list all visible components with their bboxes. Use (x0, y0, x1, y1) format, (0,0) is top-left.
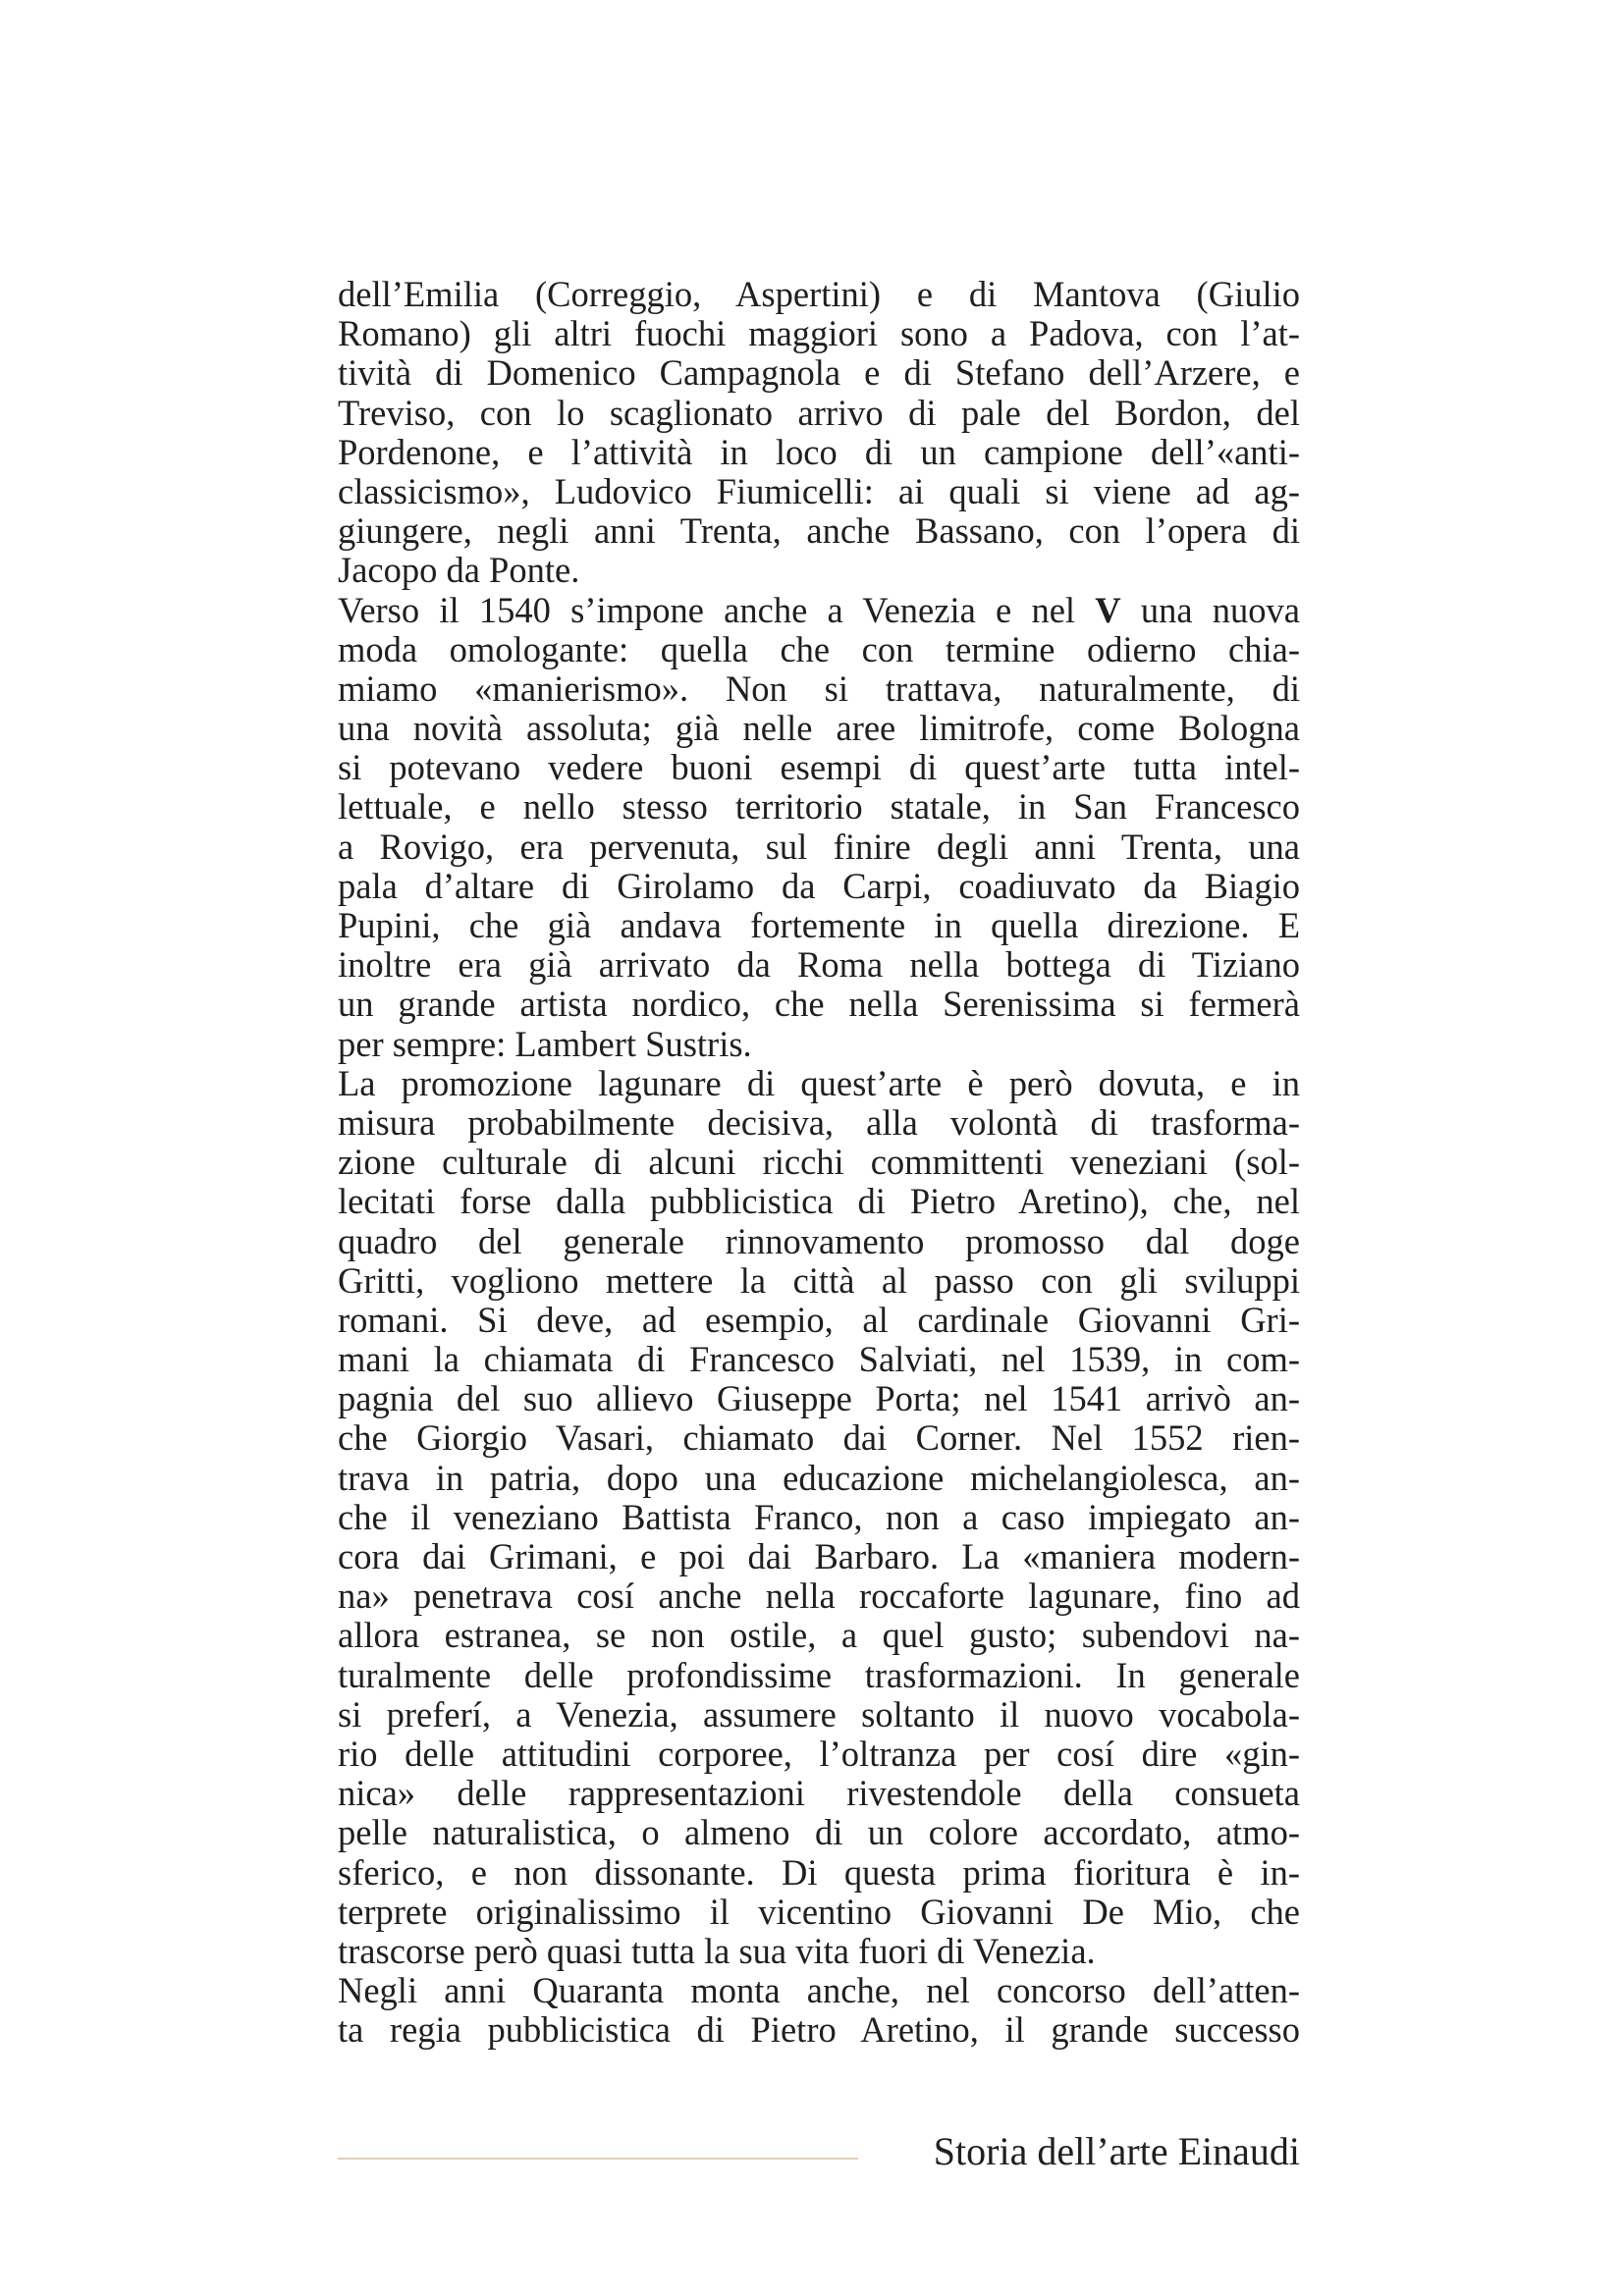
text-line: Treviso, con lo scaglionato arrivo di pale del Bordon, del (338, 392, 1300, 433)
text-line: rio delle attitudini corporee, l’oltranza per cosí dire «gin- (338, 1733, 1300, 1774)
text-line: un grande artista nordico, che nella Serenissima si fermerà (338, 984, 1300, 1025)
footer-series-title: Storia dell’arte Einaudi (933, 2129, 1300, 2173)
text-line: allora estranea, se non ostile, a quel gusto; subendovi na- (338, 1615, 1300, 1656)
text-line: che il veneziano Battista Franco, non a caso impiegato an- (338, 1496, 1300, 1537)
text-line: si preferí, a Venezia, assumere soltanto il nuovo vocabola- (338, 1693, 1300, 1735)
text-line: sferico, e non dissonante. Di questa prima fioritura è in- (338, 1851, 1300, 1893)
text-line: pala d’altare di Girolamo da Carpi, coadiuvato da Biagio (338, 865, 1300, 906)
text-line: inoltre era già arrivato da Roma nella bottega di Tiziano (338, 944, 1300, 986)
text-line: mani la chiamata di Francesco Salviati, nel 1539, in com- (338, 1339, 1300, 1380)
text-line (338, 591, 1300, 630)
text-line: pelle naturalistica, o almeno di un colore accordato, atmo- (338, 1812, 1300, 1853)
text-line: ta regia pubblicistica di Pietro Aretino, il grande successo (338, 2009, 1300, 2051)
text-fragment: una nuova (1120, 589, 1301, 630)
text-line: dell’Emilia (Correggio, Aspertini) e di Mantova (Giulio (338, 274, 1300, 314)
volume-reference: V (1095, 589, 1121, 630)
text-line: trascorse però quasi tutta la sua vita fuori di Venezia. (338, 1930, 1096, 1971)
text-line: tività di Domenico Campagnola e di Stefano dell’Arzere, e (338, 352, 1300, 394)
text-line: terprete originalissimo il vicentino Giovanni De Mio, che (338, 1891, 1300, 1932)
text-line: Pordenone, e l’attività in loco di un campione dell’«anti- (338, 431, 1300, 472)
text-line: lecitati forse dalla pubblicistica di Pietro Aretino), che, nel (338, 1181, 1300, 1222)
text-line: Pupini, che già andava fortemente in quella direzione. E (338, 905, 1300, 945)
text-line: una novità assoluta; già nelle aree limitrofe, come Bologna (338, 708, 1300, 749)
text-line: a Rovigo, era pervenuta, sul finire degli anni Trenta, una (338, 826, 1300, 867)
text-line: La promozione lagunare di quest’arte è però dovuta, e in (338, 1062, 1300, 1103)
text-line: cora dai Grimani, e poi dai Barbaro. La «maniera modern- (338, 1536, 1300, 1576)
text-line: na» penetrava cosí anche nella roccaforte lagunare, fino ad (338, 1575, 1300, 1617)
text-line: trava in patria, dopo una educazione michelangiolesca, an- (338, 1457, 1300, 1498)
body-text (338, 275, 1300, 2050)
paragraph (338, 591, 1300, 1064)
text-line: zione culturale di alcuni ricchi committenti veneziani (sol- (338, 1142, 1300, 1183)
text-line: per sempre: Lambert Sustris. (338, 1023, 752, 1064)
text-line: lettuale, e nello stesso territorio statale, in San Francesco (338, 786, 1300, 828)
text-line: che Giorgio Vasari, chiamato dai Corner. Nel 1552 rien- (338, 1417, 1300, 1459)
text-fragment: Verso il 1540 s’impone anche a Venezia e nel (338, 589, 1096, 630)
text-line: miamo «manierismo». Non si trattava, naturalmente, di (338, 667, 1300, 709)
text-line: quadro del generale rinnovamento promosso dal doge (338, 1220, 1300, 1261)
text-line: classicismo», Ludovico Fiumicelli: ai quali si viene ad ag- (338, 470, 1300, 511)
text-line: Gritti, vogliono mettere la città al passo con gli sviluppi (338, 1259, 1300, 1301)
text-line: pagnia del suo allievo Giuseppe Porta; nel 1541 arrivò an- (338, 1378, 1300, 1419)
text-line: Jacopo da Ponte. (338, 550, 580, 591)
text-line: turalmente delle profondissime trasformazioni. In generale (338, 1654, 1300, 1695)
text-line: moda omologante: quella che con termine odierno chia- (338, 628, 1300, 669)
text-line: romani. Si deve, ad esempio, al cardinale Giovanni Gri- (338, 1299, 1300, 1340)
text-line: Negli anni Quaranta monta anche, nel concorso dell’atten- (338, 1970, 1300, 2011)
paragraph (338, 275, 1300, 591)
text-line: nica» delle rappresentazioni rivestendole della consueta (338, 1773, 1300, 1814)
paragraph (338, 1971, 1300, 2050)
text-line: si potevano vedere buoni esempi di quest’arte tutta intel- (338, 747, 1300, 788)
text-line: misura probabilmente decisiva, alla volontà di trasforma- (338, 1101, 1300, 1143)
text-line: giungere, negli anni Trenta, anche Bassano, con l’opera di (338, 510, 1300, 552)
paragraph (338, 1064, 1300, 1971)
footer-rule (338, 2158, 858, 2160)
text-line: Romano) gli altri fuochi maggiori sono a Padova, con l’at- (338, 313, 1300, 354)
